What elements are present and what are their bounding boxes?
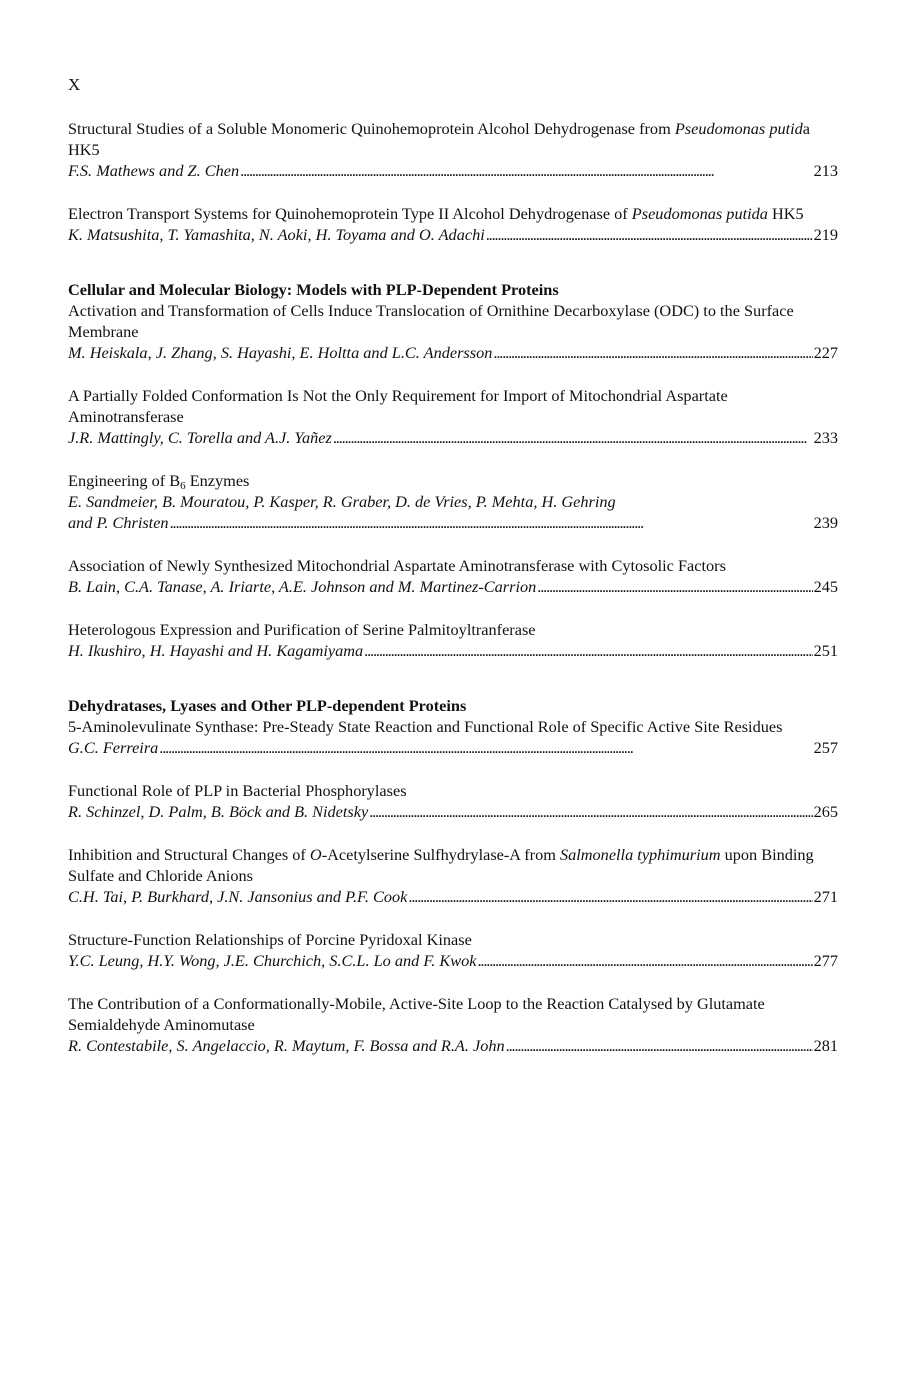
entry-page-number: 281 (813, 1036, 838, 1055)
title-span: Heterologous Expression and Purification of Serine Palmitoyltranferase (68, 620, 536, 639)
title-italic-span: Salmonella typhimurium (559, 845, 721, 864)
section-heading: Cellular and Molecular Biology: Models with PLP-Dependent Proteins (68, 280, 559, 299)
entry-page-number: 245 (813, 577, 838, 596)
entry-authors: R. Schinzel, D. Palm, B. Böck and B. Nidetsky (68, 802, 369, 821)
title-span: Engineering of B (68, 471, 181, 490)
dot-leader (159, 737, 812, 758)
entry-authors-row (68, 640, 838, 661)
entry-authors-row (68, 801, 838, 822)
entry-authors: B. Lain, C.A. Tanase, A. Iriarte, A.E. Johnson and M. Martinez-Carrion (68, 577, 537, 596)
entry-title (68, 203, 838, 224)
section-heading: Dehydratases, Lyases and Other PLP-dependent Proteins (68, 696, 467, 715)
toc-entry (68, 844, 838, 907)
dot-leader (537, 576, 812, 597)
dot-leader (170, 512, 813, 533)
title-span: Structure-Function Relationships of Porcine Pyridoxal Kinase (68, 930, 472, 949)
dot-leader (493, 342, 812, 363)
toc-entry (68, 470, 838, 533)
entry-page-number: 239 (813, 513, 838, 532)
table-of-contents (68, 118, 838, 1078)
entry-page-number: 227 (813, 343, 838, 362)
entry-authors-row (68, 342, 838, 363)
entry-title (68, 716, 838, 737)
entry-title (68, 993, 838, 1035)
entry-page-number: 265 (813, 802, 838, 821)
toc-entry (68, 780, 838, 822)
entry-authors-row (68, 886, 838, 907)
entry-authors-row (68, 224, 838, 245)
entry-authors: F.S. Mathews and Z. Chen (68, 161, 240, 180)
toc-entry (68, 118, 838, 181)
entry-authors: Y.C. Leung, H.Y. Wong, J.E. Churchich, S.C.L. Lo and F. Kwok (68, 951, 477, 970)
entry-page-number: 257 (813, 738, 838, 757)
dot-leader (369, 801, 812, 822)
entry-authors-row (68, 427, 838, 448)
entry-title (68, 300, 838, 342)
entry-authors: M. Heiskala, J. Zhang, S. Hayashi, E. Holtta and L.C. Andersson (68, 343, 493, 362)
entry-page-number: 277 (813, 951, 838, 970)
title-span: Association of Newly Synthesized Mitochondrial Aspartate Aminotransferase with Cytosolic Factors (68, 556, 726, 575)
title-span: Functional Role of PLP in Bacterial Phosphorylases (68, 781, 407, 800)
dot-leader (506, 1035, 813, 1056)
toc-entry (68, 716, 838, 758)
entry-title (68, 470, 838, 491)
title-italic-span: Pseudomonas putida (631, 204, 768, 223)
entry-authors-line1: E. Sandmeier, B. Mouratou, P. Kasper, R. Graber, D. de Vries, P. Mehta, H. Gehring (68, 492, 616, 511)
toc-entry (68, 385, 838, 448)
title-span: Structural Studies of a Soluble Monomeric Quinohemoprotein Alcohol Dehydrogenase from (68, 119, 675, 138)
entry-authors: C.H. Tai, P. Burkhard, J.N. Jansonius and P.F. Cook (68, 887, 408, 906)
toc-entry (68, 929, 838, 971)
toc-entry (68, 993, 838, 1056)
entry-authors-row (68, 1035, 838, 1056)
dot-leader (240, 160, 812, 181)
entry-title (68, 780, 838, 801)
entry-authors: R. Contestabile, S. Angelaccio, R. Maytum, F. Bossa and R.A. John (68, 1036, 505, 1055)
entry-authors: H. Ikushiro, H. Hayashi and H. Kagamiyama (68, 641, 364, 660)
entry-title (68, 385, 838, 427)
title-span: Enzymes (185, 471, 250, 490)
entry-authors: and P. Christen (68, 513, 169, 532)
toc-entry (68, 300, 838, 363)
toc-entry (68, 619, 838, 661)
title-italic-span: Pseudomonas putid (674, 119, 803, 138)
title-span: upon Binding Sulfate and Chloride Anions (68, 845, 814, 885)
entry-title (68, 619, 838, 640)
title-subscript: 6 (180, 480, 186, 492)
dot-leader (333, 427, 813, 448)
entry-authors: G.C. Ferreira (68, 738, 159, 757)
entry-authors-row (68, 576, 838, 597)
page-folio: X (68, 75, 81, 94)
title-span: HK5 (767, 204, 804, 223)
entry-title (68, 555, 838, 576)
entry-title (68, 844, 838, 886)
entry-authors-row (68, 950, 838, 971)
entry-authors: J.R. Mattingly, C. Torella and A.J. Yañez (68, 428, 332, 447)
entry-page-number: 233 (813, 428, 838, 447)
toc-entry (68, 203, 838, 245)
entry-page-number: 219 (813, 225, 838, 244)
dot-leader (486, 224, 813, 245)
entry-authors: K. Matsushita, T. Yamashita, N. Aoki, H. Toyama and O. Adachi (68, 225, 485, 244)
title-span: -Acetylserine Sulfhydrylase-A from (321, 845, 560, 864)
dot-leader (408, 886, 812, 907)
title-span: Activation and Transformation of Cells Induce Translocation of Ornithine Decarboxylase (ODC) to the Surface Membrane (68, 301, 794, 341)
title-span: Inhibition and Structural Changes of (68, 845, 310, 864)
dot-leader (364, 640, 812, 661)
entry-page-number: 271 (813, 887, 838, 906)
entry-title (68, 118, 838, 160)
title-span: A Partially Folded Conformation Is Not the Only Requirement for Import of Mitochondrial Aspartate Aminotransferase (68, 386, 728, 426)
entry-authors-row (68, 160, 838, 181)
entry-page-number: 213 (813, 161, 838, 180)
entry-page-number: 251 (813, 641, 838, 660)
entry-authors-row (68, 737, 838, 758)
entry-title (68, 929, 838, 950)
title-span: a HK5 (68, 119, 811, 159)
title-span: 5-Aminolevulinate Synthase: Pre-Steady State Reaction and Functional Role of Specific Active Site Residues (68, 717, 783, 736)
title-italic-span: O (309, 845, 322, 864)
entry-authors-row (68, 512, 838, 533)
title-span: The Contribution of a Conformationally-Mobile, Active-Site Loop to the Reaction Catalysed by Glutamate Semialdehyde Aminomutase (68, 994, 765, 1034)
dot-leader (477, 950, 812, 971)
title-span: Electron Transport Systems for Quinohemoprotein Type II Alcohol Dehydrogenase of (68, 204, 632, 223)
toc-entry (68, 555, 838, 597)
